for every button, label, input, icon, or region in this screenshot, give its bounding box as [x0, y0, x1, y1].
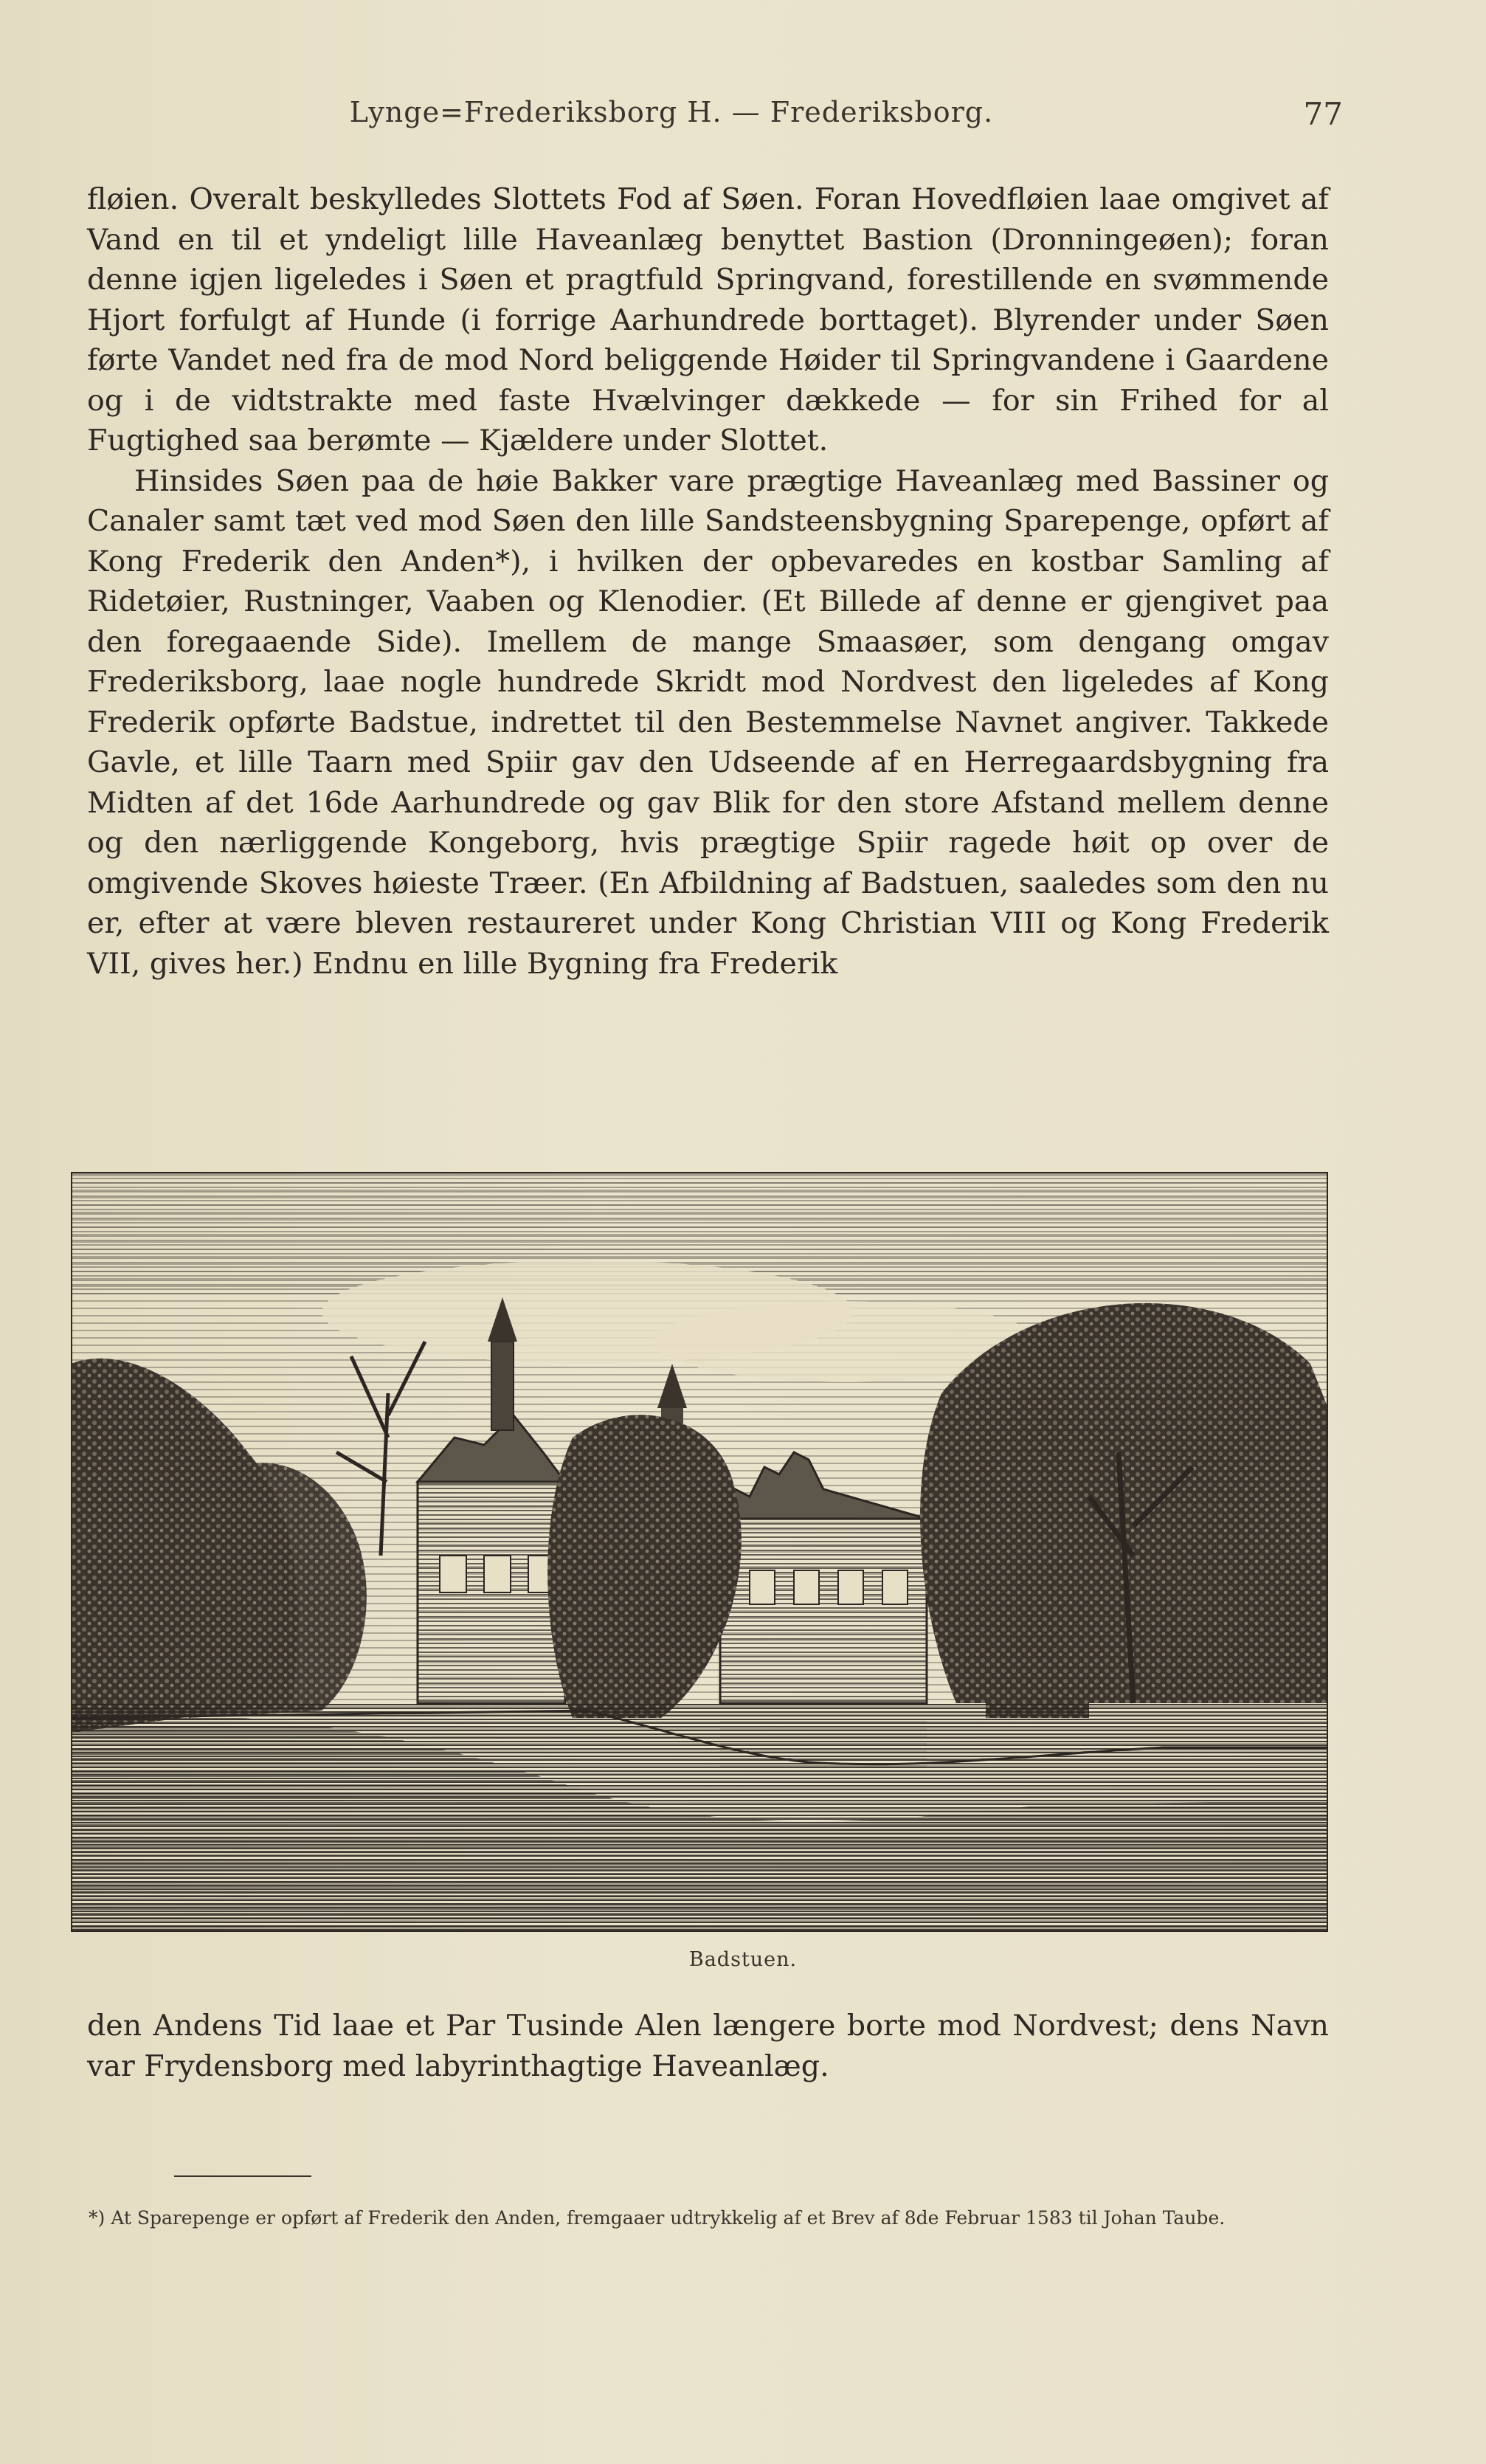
footnote — [89, 2206, 1328, 2229]
page-number: 77 — [1303, 96, 1343, 132]
badstue-illustration — [71, 1172, 1328, 1932]
paragraph-2: Hinsides Søen paa de høie Bakker vare prægtige Haveanlæg med Bassiner og Canaler samt tæt ved mod Søen den lille Sandsteensbygning Sparepenge, opført af Kong Frederik den Anden*), i hvilken der opbevaredes en kostbar Samling af Ridetøier, Rustninger, Vaaben og Klenodier. (Et Billede af denne er gjengivet paa den foregaaende Side). Imellem de mange Smaasøer, som dengang omgav Frederiksborg, laae nogle hundrede Skridt mod Nordvest den ligeledes af Kong Frederik opførte Badstue, indrettet til den Bestemmelse Navnet angiver. Takkede Gavle, et lille Taarn med Spiir gav den Udseende af en Herregaardsbygning fra Midten af det 16de Aarhundrede og gav Blik for den store Afstand mellem denne og den nærliggende Kongeborg, hvis prægtige Spiir ragede høit op over de omgivende Skoves høieste Træer. (En Afbildning af Badstuen, saaledes som den nu er, efter at være bleven restaureret under Kong Christian VIII og Kong Frederik VII, gives her.) Endnu en lille Bygning fra Frederik — [87, 463, 1329, 981]
running-title: Lynge=Frederiksborg H. — Frederiksborg. — [349, 96, 994, 128]
text-block-bottom — [87, 2006, 1329, 2086]
engraving-image — [71, 1172, 1328, 1932]
footnote-marker: *) — [89, 2207, 106, 2229]
figure-caption: Badstuen. — [688, 1948, 798, 1971]
footnote-divider — [174, 2175, 311, 2177]
text-block-top — [87, 179, 1329, 984]
footnote-text: At Sparepenge er opført af Frederik den Anden, fremgaaer udtrykkelig af et Brev af 8de Februar 1583 til Johan Taube. — [111, 2207, 1226, 2229]
paragraph-1: fløien. Overalt beskylledes Slottets Fod af Søen. Foran Hovedfløien laae omgivet af Vand en til et yndeligt lille Haveanlæg benyttet Bastion (Dronningeøen); foran denne igjen ligeledes i Søen et pragtfuld Springvand, forestillende en svømmende Hjort forfulgt af Hunde (i forrige Aarhundrede borttaget). Blyrender under Søen førte Vandet ned fra de mod Nord beliggende Høider til Springvandene i Gaardene og i de vidtstrakte med faste Hvælvinger dækkede — for sin Frihed for al Fugtighed saa berømte — Kjældere under Slottet. — [87, 182, 1329, 458]
page-header — [89, 96, 1343, 140]
paragraph-3: den Andens Tid laae et Par Tusinde Alen længere borte mod Nordvest; dens Navn var Frydensborg med labyrinthagtige Haveanlæg. — [87, 2009, 1329, 2083]
